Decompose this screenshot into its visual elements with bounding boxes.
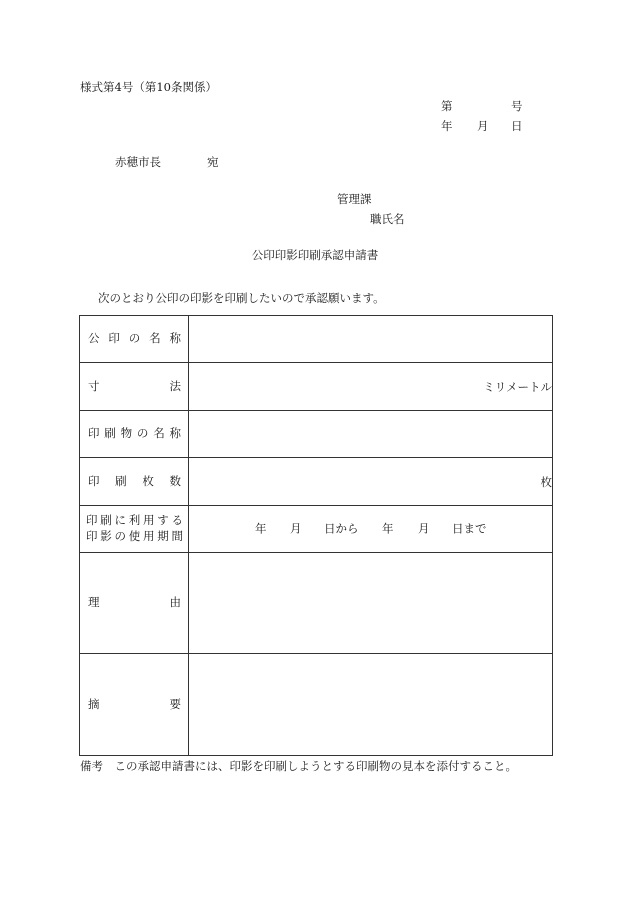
period-to-month: 月 [418,521,430,536]
field-summary[interactable] [189,654,553,756]
label-char: の [128,331,141,346]
label-char: 摘 [88,696,100,711]
addressee-suffix: 宛 [207,155,219,169]
label-char: 印 [88,426,100,441]
label-char: 称 [169,426,181,441]
label-usage-period [80,506,189,553]
label-char: 物 [120,426,133,441]
row-dimensions [80,363,553,411]
applicant-department: 管理課 [337,192,372,206]
label-dimensions [80,363,189,411]
intro-text: 次のとおり公印の印影を印刷したいので承認願います。 [98,291,385,305]
period-from-month: 月 [290,521,302,536]
label-char: 寸 [88,378,100,393]
period-to-year: 年 [382,521,394,536]
field-usage-period[interactable] [189,506,553,553]
label-char: 法 [169,378,181,393]
label-char: 印 [88,473,100,488]
form-number: 様式第4号（第10条関係） [80,80,217,94]
label-char: 称 [169,331,181,346]
remarks-note: 備考 この承認申請書には、印影を印刷しようとする印刷物の見本を添付すること。 [80,759,517,773]
label-char: 刷 [104,426,116,441]
label-reason [80,553,189,654]
label-char: 名 [149,331,161,346]
applicant-name-label: 職氏名 [370,212,405,226]
doc-number-gou: 号 [511,99,523,113]
application-form-table [79,315,553,756]
field-dimensions[interactable] [189,363,553,411]
label-char: 公 [88,331,100,346]
unit-sheets: 枚 [540,474,552,489]
period-to-day: 日まで [452,521,487,536]
label-summary [80,654,189,756]
label-char: 印 [108,331,120,346]
field-printed-matter[interactable] [189,411,553,458]
label-line: 印影の使用期間 [86,529,183,543]
addressee-name: 赤穂市長 [115,155,161,169]
label-print-count [80,458,189,506]
label-char: 刷 [115,473,127,488]
doc-number-dai: 第 [441,99,453,113]
period-from-year: 年 [255,521,267,536]
field-seal-name[interactable] [189,316,553,363]
field-print-count[interactable] [189,458,553,506]
label-seal-name [80,316,189,363]
date-year: 年 [441,119,453,133]
label-char: 要 [169,696,181,711]
row-printed-matter [80,411,553,458]
label-char: 由 [169,595,181,610]
row-reason [80,553,553,654]
label-printed-matter [80,411,189,458]
row-summary [80,654,553,756]
label-char: 理 [88,595,100,610]
field-reason[interactable] [189,553,553,654]
period-from-day: 日から [324,521,359,536]
document-title: 公印印影印刷承認申請書 [251,248,379,262]
date-day: 日 [511,119,523,133]
unit-millimeter: ミリメートル [483,379,552,394]
row-seal-name [80,316,553,363]
label-line: 印刷に利用する [86,513,183,528]
row-usage-period [80,506,553,553]
label-char: の [136,426,149,441]
label-char: 名 [153,426,165,441]
date-month: 月 [477,119,489,133]
label-char: 枚 [142,473,154,488]
label-char: 数 [169,473,181,488]
row-print-count [80,458,553,506]
